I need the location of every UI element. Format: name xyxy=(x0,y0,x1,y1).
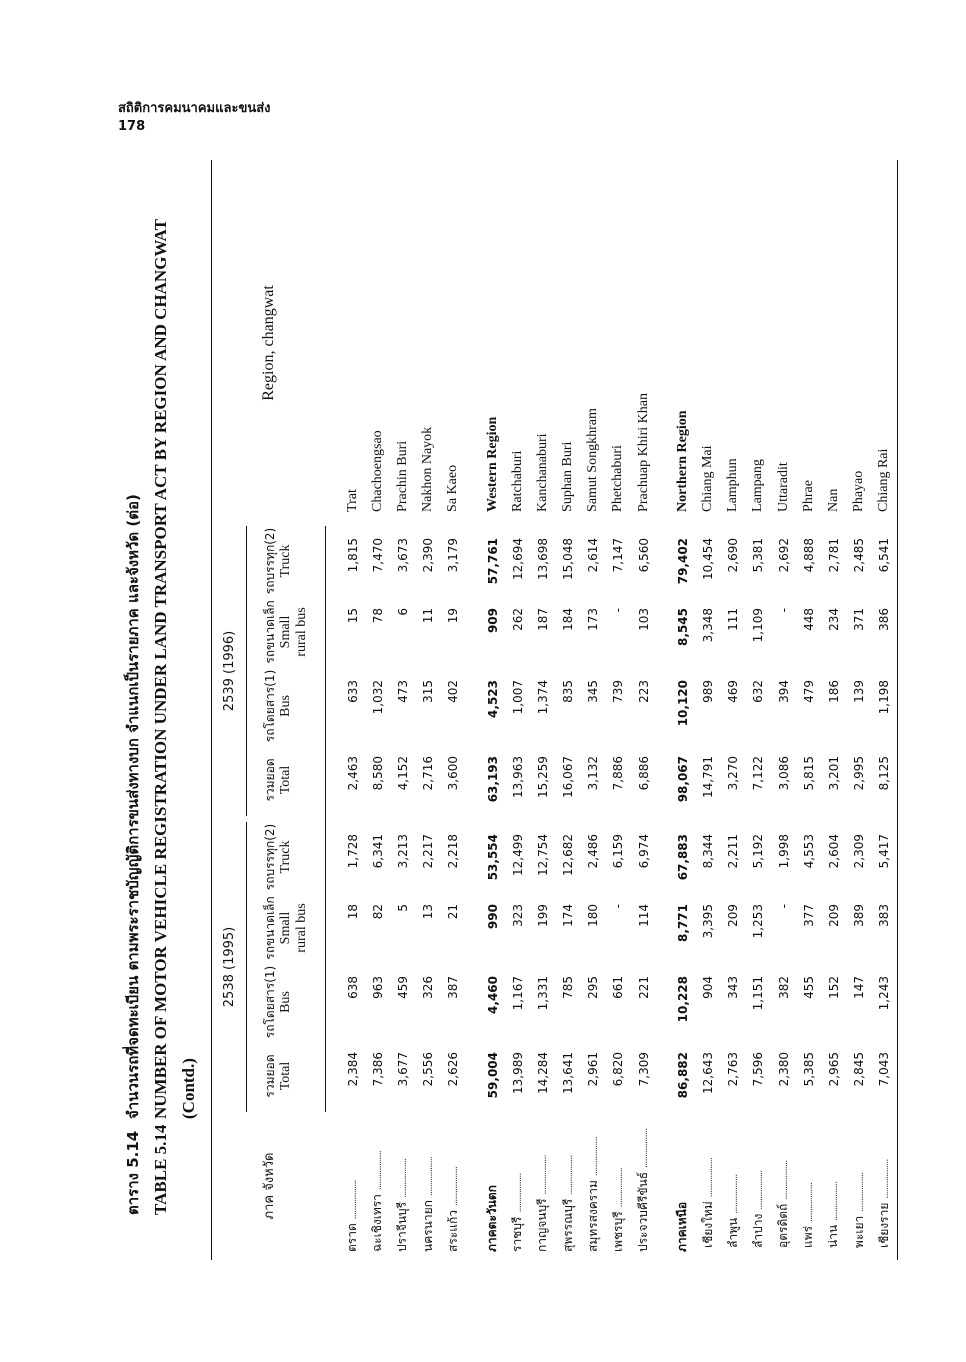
cell-value: 3,348 xyxy=(701,607,716,643)
cell-value: 221 xyxy=(636,976,651,999)
changwat-english-name: Chiang Mai xyxy=(700,445,716,512)
cell-value: 139 xyxy=(852,679,867,703)
cell-value: 16,067 xyxy=(561,755,576,798)
cell-value: 904 xyxy=(701,976,716,999)
cell-value: 7,886 xyxy=(611,755,626,791)
cell-value: 8,771 xyxy=(675,904,690,942)
cell-value: 2,211 xyxy=(726,833,741,869)
table-row xyxy=(606,160,631,1260)
cell-value: - xyxy=(611,607,626,613)
changwat-english-name: Chachoengsao xyxy=(369,430,385,512)
cell-value: 7,043 xyxy=(872,1040,898,1112)
cell-value: 1,815 xyxy=(345,537,360,573)
cell-value: 3,132 xyxy=(586,755,601,791)
cell-value: 79,402 xyxy=(675,537,690,585)
cell-value: 2,380 xyxy=(776,1052,791,1087)
changwat-english-name: Chiang Rai xyxy=(872,160,898,526)
cell-value: 7,386 xyxy=(370,1052,385,1087)
cell-value: 223 xyxy=(636,679,651,703)
cell-value: 5 xyxy=(395,904,410,912)
table-row xyxy=(847,160,872,1260)
cell-value: 2,763 xyxy=(726,1052,741,1087)
cell-value: 2,716 xyxy=(421,755,436,791)
cell-value: 6,886 xyxy=(636,755,651,791)
changwat-thai-name: น่าน .................. xyxy=(826,1181,841,1248)
table-row xyxy=(340,160,365,1260)
cell-value: 5,815 xyxy=(801,755,816,791)
table-row xyxy=(721,160,746,1260)
cell-value: 1,374 xyxy=(535,679,550,715)
cell-value: 2,965 xyxy=(826,1052,841,1087)
cell-value: 12,643 xyxy=(701,1052,716,1094)
cell-value: 633 xyxy=(345,679,360,703)
total-header-1996: รวมยอด Total xyxy=(247,744,326,816)
cell-value: 199 xyxy=(535,904,550,927)
changwat-thai-name: อุตรดิตถ์ .................. xyxy=(776,1160,791,1248)
cell-value: 3,086 xyxy=(776,755,791,791)
table-row xyxy=(821,160,846,1260)
cell-value: - xyxy=(776,607,791,613)
table-row xyxy=(872,160,898,1260)
table-row xyxy=(670,160,695,1260)
cell-value: 13,989 xyxy=(510,1052,525,1094)
cell-value: 394 xyxy=(776,679,791,703)
cell-value: 2,604 xyxy=(826,833,841,869)
english-table-caption: NUMBER OF MOTOR VEHICLE REGISTRATION UNDER LAND TRANSPORT ACT BY REGION AND CHANGWAT xyxy=(151,219,170,1119)
changwat-thai-name: ภาคตะวันตก xyxy=(485,1185,500,1252)
changwat-english-name: Uttaradit xyxy=(775,462,791,512)
cell-value: 1,167 xyxy=(510,976,525,1011)
cell-value: 12,499 xyxy=(510,833,525,876)
cell-value: 739 xyxy=(611,679,626,703)
cell-value: 82 xyxy=(370,904,385,920)
cell-value: 3,673 xyxy=(395,537,410,573)
cell-value: 4,152 xyxy=(395,755,410,791)
cell-value: 295 xyxy=(586,976,601,999)
cell-value: 6,159 xyxy=(611,833,626,869)
cell-value: 8,580 xyxy=(370,755,385,791)
cell-value: 67,883 xyxy=(675,833,690,881)
cell-value: 14,791 xyxy=(701,755,716,798)
cell-value: 13 xyxy=(421,904,436,920)
cell-value: 448 xyxy=(801,607,816,631)
table-row xyxy=(390,160,415,1260)
cell-value: 186 xyxy=(826,679,841,703)
cell-value: 10,228 xyxy=(675,976,690,1023)
cell-value: 57,761 xyxy=(485,537,500,585)
cell-value: 4,460 xyxy=(485,976,500,1014)
publication-title: สถิติการคมนาคมและขนส่ง xyxy=(118,101,271,116)
cell-value: 6,560 xyxy=(636,537,651,573)
cell-value: 180 xyxy=(586,904,601,927)
changwat-english-name: Northern Region xyxy=(674,410,690,512)
cell-value: 15,048 xyxy=(561,537,576,580)
cell-value: 7,596 xyxy=(751,1052,766,1087)
cell-value: 1,253 xyxy=(751,904,766,939)
cell-value: 3,600 xyxy=(446,755,461,791)
changwat-thai-name: ประจวบคีรีขันธ์ .................. xyxy=(636,1128,651,1252)
changwat-thai-name: เพชรบุรี .................. xyxy=(610,1168,625,1252)
changwat-thai-name: ปราจีนบุรี .................. xyxy=(395,1158,410,1252)
cell-value: 377 xyxy=(801,904,816,927)
vehicle-registration-table xyxy=(211,160,898,1260)
changwat-thai-name: ลำพูน .................. xyxy=(725,1174,740,1248)
cell-value: 174 xyxy=(561,904,576,927)
cell-value: 638 xyxy=(345,976,360,999)
small-rural-bus-header-1995: รถขนาดเล็ก Small rural bus xyxy=(247,892,326,964)
changwat-thai-name: ตราด .................. xyxy=(345,1180,360,1252)
changwat-thai-name: สมุทรสงคราม .................. xyxy=(585,1137,600,1252)
cell-value: 345 xyxy=(586,679,601,703)
cell-value: 10,454 xyxy=(701,537,716,580)
table-row xyxy=(581,160,606,1260)
cell-value: 455 xyxy=(801,976,816,999)
cell-value: 386 xyxy=(872,596,898,668)
truck-header-1996: รถบรรทุก(2) Truck xyxy=(247,526,326,596)
cell-value: 6,541 xyxy=(872,526,898,596)
cell-value: 387 xyxy=(446,976,461,999)
changwat-thai-name: แพร่ .................. xyxy=(801,1182,816,1248)
table-row xyxy=(631,160,656,1260)
cell-value: 2,690 xyxy=(726,537,741,573)
cell-value: 4,523 xyxy=(485,679,500,718)
small-rural-bus-header-1996: รถขนาดเล็ก Small rural bus xyxy=(247,596,326,668)
changwat-thai-name: นครนายก .................. xyxy=(420,1157,435,1252)
year-1996-header: 2539 (1996) xyxy=(212,526,247,816)
cell-value: 2,390 xyxy=(421,537,436,573)
cell-value: 12,754 xyxy=(535,833,550,876)
cell-value: 2,692 xyxy=(776,537,791,573)
cell-value: 1,032 xyxy=(370,679,385,715)
cell-value: 785 xyxy=(561,976,576,999)
cell-value: 15 xyxy=(345,607,360,624)
cell-value: 103 xyxy=(636,607,651,631)
cell-value: 2,626 xyxy=(446,1052,461,1087)
cell-value: 7,147 xyxy=(611,537,626,573)
cell-value: 262 xyxy=(510,607,525,631)
changwat-english-name: Lamphun xyxy=(725,458,741,512)
cell-value: 98,067 xyxy=(675,755,690,803)
changwat-english-name: Nakhon Nayok xyxy=(420,426,436,512)
cell-value: 990 xyxy=(485,904,500,930)
cell-value: 11 xyxy=(421,607,436,624)
cell-value: 4,888 xyxy=(801,537,816,573)
changwat-thai-name: ราชบุรี .................. xyxy=(510,1173,525,1252)
changwat-english-name: Prachin Buri xyxy=(394,440,410,512)
changwat-english-name: Samut Songkhram xyxy=(585,408,601,512)
cell-value: 343 xyxy=(726,976,741,999)
cell-value: 473 xyxy=(395,679,410,703)
cell-value: - xyxy=(776,904,791,909)
cell-value: 469 xyxy=(726,679,741,703)
thai-table-caption: จำนวนรถที่จดทะเบียน ตามพระราชบัญญัติการขนส่งทางบก จำแนกเป็นรายภาค และจังหวัด (ต่อ) xyxy=(124,494,142,1119)
cell-value: 1,109 xyxy=(751,607,766,643)
year-1995-header: 2538 (1995) xyxy=(212,822,247,1112)
cell-value: 6,974 xyxy=(636,833,651,869)
table-row xyxy=(416,160,441,1260)
cell-value: 459 xyxy=(395,976,410,999)
cell-value: 7,122 xyxy=(751,755,766,791)
table-row xyxy=(556,160,581,1260)
changwat-english-name: Sa Kaeo xyxy=(445,464,461,512)
changwat-english-name: Nan xyxy=(825,488,841,512)
changwat-english-name: Kanchanaburi xyxy=(534,433,550,512)
cell-value: 12,694 xyxy=(510,537,525,580)
cell-value: 10,120 xyxy=(675,679,690,727)
changwat-thai-name: เชียงใหม่ .................. xyxy=(700,1158,715,1248)
cell-value: 18 xyxy=(345,904,360,920)
cell-value: 989 xyxy=(701,679,716,703)
cell-value: 479 xyxy=(801,679,816,703)
cell-value: 2,845 xyxy=(852,1052,867,1087)
cell-value: 59,004 xyxy=(485,1052,500,1099)
cell-value: 632 xyxy=(751,679,766,703)
region-english-header: Region, changwat xyxy=(212,160,326,526)
changwat-english-name: Suphan Buri xyxy=(560,441,576,512)
changwat-english-name: Phrae xyxy=(800,480,816,512)
changwat-thai-name: เชียงราย .................. xyxy=(872,1112,898,1260)
cell-value: 7,309 xyxy=(636,1052,651,1087)
cell-value: 8,344 xyxy=(701,833,716,869)
total-header-1995: รวมยอด Total xyxy=(247,1040,326,1112)
cell-value: 2,995 xyxy=(852,755,867,791)
cell-value: 14,284 xyxy=(535,1052,550,1094)
changwat-thai-name: กาญจนบุรี .................. xyxy=(535,1155,550,1252)
changwat-english-name: Ratchaburi xyxy=(509,450,525,512)
cell-value: 3,270 xyxy=(726,755,741,791)
cell-value: 2,556 xyxy=(421,1052,436,1087)
changwat-thai-name: ภาคเหนือ xyxy=(675,1201,690,1252)
cell-value: 835 xyxy=(561,679,576,703)
cell-value: 5,385 xyxy=(801,1052,816,1087)
cell-value: 6 xyxy=(395,607,410,616)
cell-value: 209 xyxy=(726,904,741,927)
thai-table-label: ตาราง 5.14 xyxy=(124,1130,142,1215)
cell-value: 7,470 xyxy=(370,537,385,573)
cell-value: 3,213 xyxy=(395,833,410,869)
changwat-english-name: Lampang xyxy=(750,459,766,512)
cell-value: 1,728 xyxy=(345,833,360,869)
table-row xyxy=(365,160,390,1260)
cell-value: 5,381 xyxy=(751,537,766,573)
cell-value: 909 xyxy=(485,607,500,634)
cell-value: 86,882 xyxy=(675,1052,690,1099)
cell-value: 2,384 xyxy=(345,1052,360,1087)
changwat-thai-name: พะเยา .................. xyxy=(851,1172,866,1248)
cell-value: 8,125 xyxy=(872,744,898,816)
cell-value: 184 xyxy=(561,607,576,631)
cell-value: 2,781 xyxy=(826,537,841,573)
cell-value: 2,961 xyxy=(586,1052,601,1087)
cell-value: 2,463 xyxy=(345,755,360,791)
cell-value: 6,820 xyxy=(611,1052,626,1087)
cell-value: 1,198 xyxy=(872,668,898,744)
table-row xyxy=(505,160,530,1260)
cell-value: 2,218 xyxy=(446,833,461,869)
table-row xyxy=(480,160,505,1260)
changwat-english-name: Trat xyxy=(344,489,360,512)
cell-value: 19 xyxy=(446,607,461,624)
page-number: 178 xyxy=(118,119,146,134)
changwat-english-name: Western Region xyxy=(484,416,500,512)
cell-value: 21 xyxy=(446,904,461,920)
cell-value: 1,331 xyxy=(535,976,550,1011)
table-title xyxy=(119,125,203,1215)
cell-value: 13,698 xyxy=(535,537,550,580)
cell-value: 1,007 xyxy=(510,679,525,715)
changwat-thai-name: ฉะเชิงเทรา .................. xyxy=(370,1151,385,1252)
cell-value: 2,485 xyxy=(852,537,867,573)
cell-value: 382 xyxy=(776,976,791,999)
cell-value: 5,192 xyxy=(751,833,766,869)
cell-value: 187 xyxy=(535,607,550,631)
cell-value: 209 xyxy=(826,904,841,927)
cell-value: 3,395 xyxy=(701,904,716,939)
changwat-english-name: Phetchaburi xyxy=(610,445,626,512)
cell-value: 13,963 xyxy=(510,755,525,798)
bus-header-1996: รถโดยสาร(1) Bus xyxy=(247,668,326,744)
cell-value: - xyxy=(611,904,626,909)
cell-value: 383 xyxy=(872,892,898,964)
cell-value: 8,545 xyxy=(675,607,690,646)
cell-value: 963 xyxy=(370,976,385,999)
cell-value: 2,309 xyxy=(852,833,867,869)
changwat-english-name: Phayao xyxy=(851,470,867,512)
cell-value: 6,341 xyxy=(370,833,385,869)
cell-value: 147 xyxy=(852,976,867,999)
changwat-thai-name: ลำปาง .................. xyxy=(750,1170,765,1248)
cell-value: 13,641 xyxy=(561,1052,576,1094)
table-row xyxy=(796,160,821,1260)
cell-value: 15,259 xyxy=(535,755,550,798)
cell-value: 661 xyxy=(611,976,626,999)
cell-value: 2,217 xyxy=(421,833,436,869)
cell-value: 12,682 xyxy=(561,833,576,876)
cell-value: 315 xyxy=(421,679,436,703)
changwat-thai-name: สุพรรณบุรี .................. xyxy=(560,1155,575,1252)
cell-value: 2,486 xyxy=(586,833,601,869)
cell-value: 3,201 xyxy=(826,755,841,791)
changwat-english-name: Prachuap Khiri Khan xyxy=(635,393,651,512)
cell-value: 114 xyxy=(636,904,651,927)
rotated-page-content xyxy=(75,120,905,1260)
changwat-thai-name: สระแก้ว .................. xyxy=(445,1167,460,1252)
cell-value: 1,243 xyxy=(872,964,898,1040)
cell-value: 78 xyxy=(370,607,385,624)
cell-value: 4,553 xyxy=(801,833,816,869)
cell-value: 1,998 xyxy=(776,833,791,869)
cell-value: 234 xyxy=(826,607,841,631)
cell-value: 2,614 xyxy=(586,537,601,573)
cell-value: 389 xyxy=(852,904,867,927)
truck-header-1995: รถบรรทุก(2) Truck xyxy=(247,822,326,892)
cell-value: 371 xyxy=(852,607,867,631)
region-thai-header: ภาค จังหวัด xyxy=(212,1112,326,1260)
continued-label: (Contd.) xyxy=(179,1058,198,1119)
table-row xyxy=(746,160,771,1260)
cell-value: 3,179 xyxy=(446,537,461,573)
cell-value: 326 xyxy=(421,976,436,999)
bus-header-1995: รถโดยสาร(1) Bus xyxy=(247,964,326,1040)
cell-value: 323 xyxy=(510,904,525,927)
table-row xyxy=(695,160,720,1260)
cell-value: 1,151 xyxy=(751,976,766,1011)
cell-value: 53,554 xyxy=(485,833,500,881)
cell-value: 3,677 xyxy=(395,1052,410,1087)
english-table-label: TABLE 5.14 xyxy=(151,1124,170,1215)
table-body xyxy=(326,160,898,1260)
cell-value: 63,193 xyxy=(485,755,500,803)
cell-value: 111 xyxy=(726,607,741,631)
cell-value: 5,417 xyxy=(872,822,898,892)
table-row xyxy=(441,160,466,1260)
table-row xyxy=(530,160,555,1260)
cell-value: 173 xyxy=(586,607,601,631)
cell-value: 152 xyxy=(826,976,841,999)
table-row xyxy=(771,160,796,1260)
cell-value: 402 xyxy=(446,679,461,703)
